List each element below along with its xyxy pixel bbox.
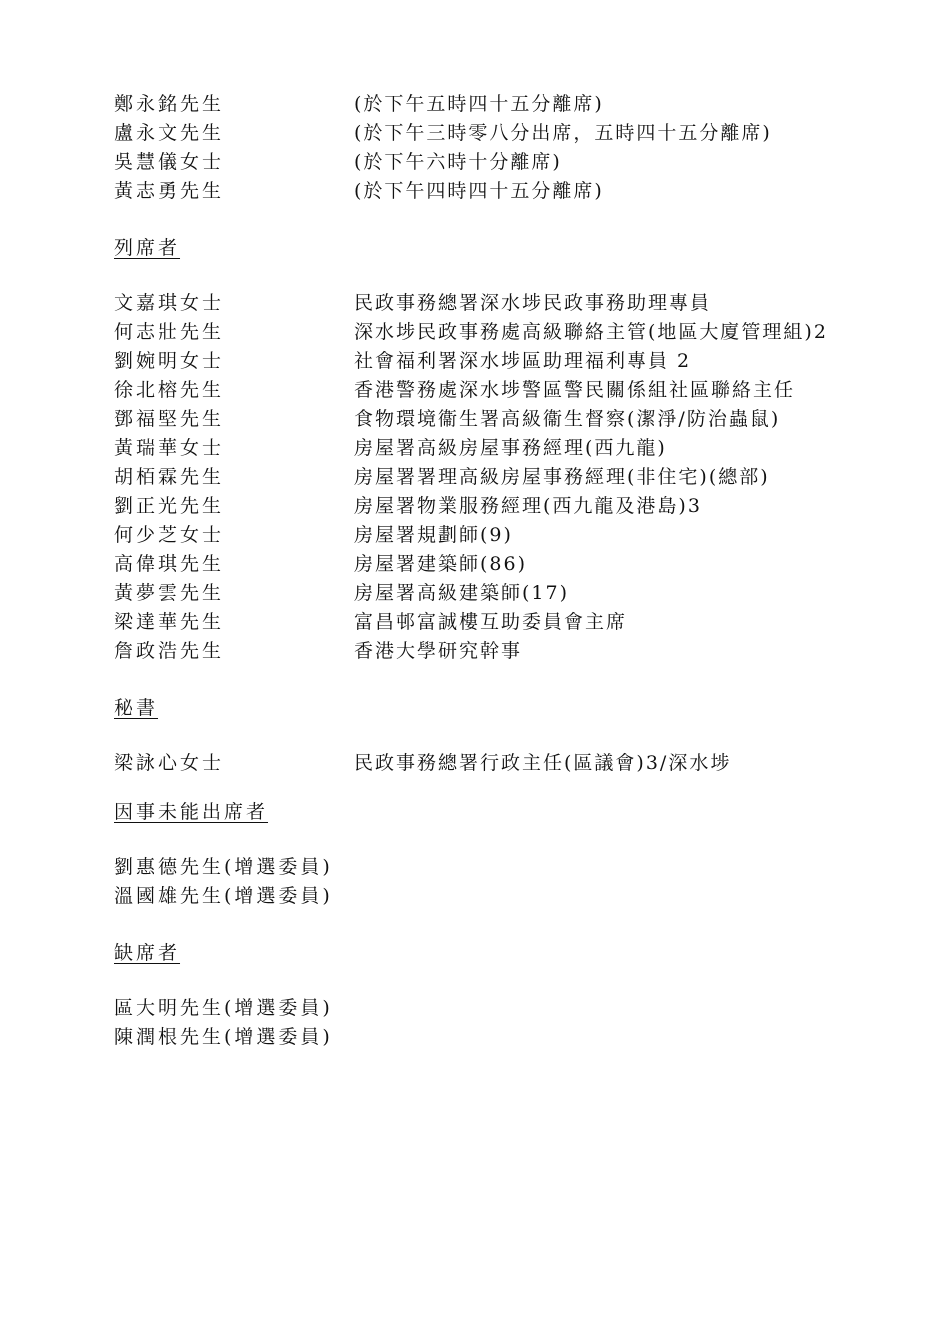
person-title: 房屋署建築師(86) <box>354 553 528 575</box>
list-item <box>114 148 894 177</box>
list-item: 陳潤根先生(增選委員) <box>114 1026 333 1048</box>
list-item: 溫國雄先生(增選委員) <box>114 885 333 907</box>
list-item <box>114 177 894 206</box>
person-name: 黃瑞華女士 <box>114 437 225 459</box>
list-item <box>114 347 894 376</box>
list-item <box>114 434 894 463</box>
list-item <box>114 463 894 492</box>
secretary-list <box>114 749 894 778</box>
person-name: 鄧福堅先生 <box>114 408 225 430</box>
person-name: 高偉琪先生 <box>114 553 225 575</box>
section-heading-absent: 缺席者 <box>114 942 181 964</box>
person-title: 香港大學研究幹事 <box>354 640 523 662</box>
person-title: 社會福利署深水埗區助理福利專員 2 <box>354 350 692 372</box>
person-name: 文嘉琪女士 <box>114 292 225 314</box>
attendance-note: (於下午五時四十五分離席) <box>354 93 604 115</box>
person-name: 梁詠心女士 <box>114 752 225 774</box>
list-item <box>114 289 894 318</box>
list-item <box>114 119 894 148</box>
list-item <box>114 749 894 778</box>
attendance-note: (於下午三時零八分出席，五時四十五分離席) <box>354 122 772 144</box>
person-name: 詹政浩先生 <box>114 640 225 662</box>
person-title: 房屋署規劃師(9) <box>354 524 513 546</box>
person-name: 徐北榕先生 <box>114 379 225 401</box>
person-title: 民政事務總署行政主任(區議會)3/深水埗 <box>354 752 732 774</box>
person-name: 黃志勇先生 <box>114 180 225 202</box>
document-page <box>114 90 894 1052</box>
person-name: 何少芝女士 <box>114 524 225 546</box>
person-name: 鄭永銘先生 <box>114 93 225 115</box>
person-name: 吳慧儀女士 <box>114 151 225 173</box>
list-item: 區大明先生(增選委員) <box>114 997 333 1019</box>
person-title: 房屋署物業服務經理(西九龍及港島)3 <box>354 495 702 517</box>
person-title: 房屋署高級房屋事務經理(西九龍) <box>354 437 667 459</box>
person-name: 胡栢霖先生 <box>114 466 225 488</box>
list-item <box>114 550 894 579</box>
person-name: 劉婉明女士 <box>114 350 225 372</box>
section-heading-absent-with-apologies: 因事未能出席者 <box>114 801 269 823</box>
list-item <box>114 376 894 405</box>
list-item <box>114 521 894 550</box>
absent-with-apologies-list <box>114 853 894 911</box>
list-item <box>114 90 894 119</box>
list-item <box>114 318 894 347</box>
list-item: 劉惠德先生(增選委員) <box>114 856 333 878</box>
person-name: 劉正光先生 <box>114 495 225 517</box>
attendance-note: (於下午六時十分離席) <box>354 151 562 173</box>
section-heading-in-attendance: 列席者 <box>114 237 181 259</box>
person-title: 食物環境衞生署高級衞生督察(潔淨/防治蟲鼠) <box>354 408 781 430</box>
person-title: 房屋署署理高級房屋事務經理(非住宅)(總部) <box>354 466 770 488</box>
person-name: 黃夢雲先生 <box>114 582 225 604</box>
attendance-note: (於下午四時四十五分離席) <box>354 180 604 202</box>
list-item <box>114 492 894 521</box>
person-title: 深水埗民政事務處高級聯絡主管(地區大廈管理組)2 <box>354 321 828 343</box>
list-item <box>114 405 894 434</box>
section-heading-secretary: 秘書 <box>114 697 159 719</box>
list-item <box>114 637 894 666</box>
in-attendance-list <box>114 289 894 666</box>
person-title: 富昌邨富誠樓互助委員會主席 <box>354 611 628 633</box>
person-name: 盧永文先生 <box>114 122 225 144</box>
absent-list <box>114 994 894 1052</box>
person-name: 何志壯先生 <box>114 321 225 343</box>
list-item <box>114 579 894 608</box>
list-item <box>114 608 894 637</box>
person-title: 房屋署高級建築師(17) <box>354 582 570 604</box>
person-title: 民政事務總署深水埗民政事務助理專員 <box>354 292 712 314</box>
person-title: 香港警務處深水埗警區警民關係組社區聯絡主任 <box>354 379 796 401</box>
partial-attendance-list <box>114 90 894 206</box>
person-name: 梁達華先生 <box>114 611 225 633</box>
